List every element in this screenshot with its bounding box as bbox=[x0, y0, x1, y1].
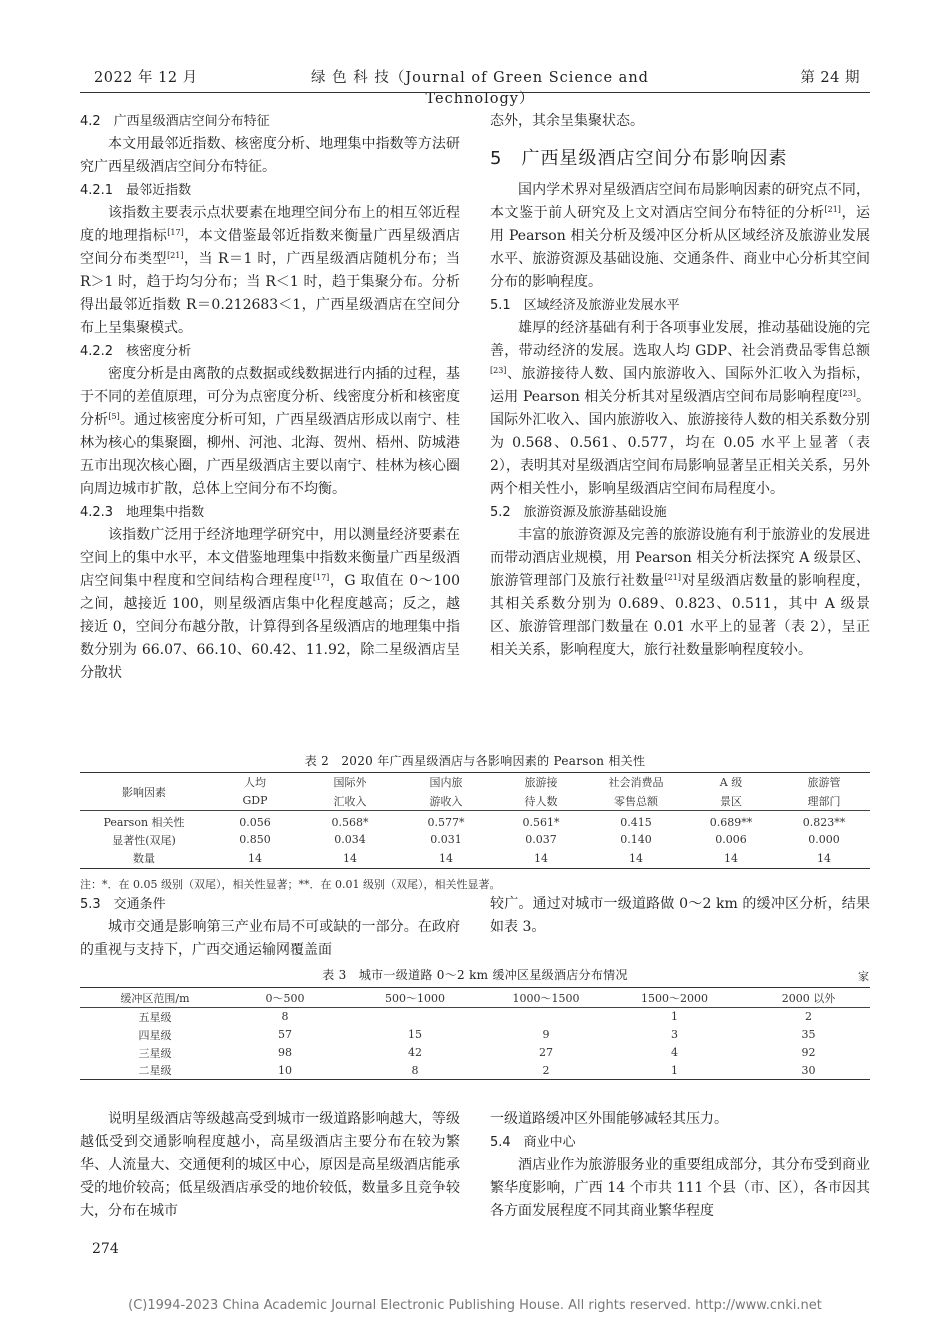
heading-5-4: 5.4 商业中心 bbox=[490, 1135, 576, 1150]
table3-row-label: 二星级 bbox=[138, 1064, 172, 1078]
table2-cell: 0.034 bbox=[334, 833, 366, 846]
table2-col-header: 社会消费品 bbox=[608, 776, 664, 790]
left-column-top bbox=[80, 110, 460, 685]
table3-cell: 35 bbox=[801, 1028, 816, 1041]
table2-col-header: 旅游接 bbox=[524, 776, 558, 790]
page-number: 274 bbox=[92, 1241, 119, 1257]
paragraph-4-2: 本文用最邻近指数、核密度分析、地理集中指数等方法研究广西星级酒店空间分布特征。 bbox=[80, 136, 460, 175]
table2-row-header: 影响因素 bbox=[80, 773, 208, 811]
table-row bbox=[80, 830, 870, 849]
paragraph-4-2-2: 密度分析是由离散的点数据或线数据进行内插的过程，基于不同的差值原理，可分为点密度分析、线密度分析和核密度分析[5]。通过核密度分析可知，广西星级酒店形成以南宁、桂林为核心的集聚圈，柳州、河池、北海、贺州、梧州、防城港五市出现次核心圈，广西星级酒店主要以南宁、桂林为核心圈向周边城市扩散，总体上空间分布不均衡。 bbox=[80, 366, 460, 497]
table3-cell: 8 bbox=[281, 1010, 289, 1024]
table2-row-label: 显著性(双尾) bbox=[112, 833, 176, 847]
table2-cell: 14 bbox=[439, 851, 453, 865]
header-rule bbox=[80, 92, 870, 93]
table2-cell: 0.031 bbox=[430, 833, 462, 846]
paragraph-4-2-3: 该指数广泛用于经济地理学研究中，用以测量经济要素在空间上的集中水平，本文借鉴地理集中指数来衡量广西星级酒店空间集中程度和空间结构合理程度[17]，G 取值在 0～100 之间，越接近 100，则星级酒店集中化程度越高；反之，越接近 0，空间分布越分散，计算得到各星级酒店的地理集中指数分别为 66.07、66.10、60.42、11.92，除二星级酒店呈分散状 bbox=[80, 527, 460, 681]
table2-row-label: Pearson 相关性 bbox=[103, 816, 185, 829]
table3 bbox=[80, 987, 870, 1080]
table3-row-label: 四星级 bbox=[138, 1028, 172, 1042]
table3-cell: 98 bbox=[278, 1046, 292, 1059]
table2-cell: 14 bbox=[248, 851, 262, 865]
table3-cell bbox=[340, 1008, 490, 1026]
table3-cell: 3 bbox=[671, 1028, 678, 1041]
table2-col-header: 国际外 bbox=[333, 776, 367, 790]
table3-col-header: 500～1000 bbox=[340, 988, 490, 1008]
table2-caption: 表 2 2020 年广西星级酒店与各影响因素的 Pearson 相关性 bbox=[304, 754, 646, 768]
table2-cell: 14 bbox=[343, 851, 357, 865]
table3-caption: 表 3 城市一级道路 0～2 km 缓冲区星级酒店分布情况 bbox=[322, 968, 628, 982]
table2-cell: 0.140 bbox=[620, 833, 652, 846]
paragraph-5-3: 城市交通是影响第三产业布局不可或缺的一部分。在政府的重视与支持下，广西交通运输网覆盖面 bbox=[80, 919, 460, 958]
table2-cell: 0.415 bbox=[620, 815, 652, 829]
table3-cell: 15 bbox=[408, 1028, 422, 1041]
table3-cell: 10 bbox=[278, 1063, 292, 1077]
table3-row-label: 三星级 bbox=[138, 1046, 172, 1060]
heading-4-2: 4.2 广西星级酒店空间分布特征 bbox=[80, 114, 270, 129]
heading-4-2-3: 4.2.3 地理集中指数 bbox=[80, 505, 205, 520]
heading-5-2: 5.2 旅游资源及旅游基础设施 bbox=[490, 505, 667, 520]
table3-col-header: 1500～2000 bbox=[602, 988, 747, 1008]
paragraph-5-3-cont: 较广。通过对城市一级道路做 0～2 km 的缓冲区分析，结果如表 3。 bbox=[490, 896, 870, 935]
paragraph-5-2: 丰富的旅游资源及完善的旅游设施有利于旅游业的发展进而带动酒店业规模，用 Pearson 相关分析法探究 A 级景区、旅游管理部门及旅行社数量[21]对星级酒店数量的影响程度，其相关系数分别为 0.689、0.823、0.511，其中 A 级景区、旅游管理部门数量在 0.01 水平上的显著（表 2），呈正相关关系，影响程度大，旅行社数量影响程度较小。 bbox=[490, 527, 871, 658]
paragraph-5-4: 酒店业作为旅游服务业的重要组成部分，其分布受到商业繁华度影响，广西 14 个市共 111 个县（市、区），各市因其各方面发展程度不同其商业繁华程度 bbox=[490, 1157, 870, 1219]
heading-5-1: 5.1 区域经济及旅游业发展水平 bbox=[490, 298, 680, 313]
copyright-footer: (C)1994-2023 China Academic Journal Electronic Publishing House. All rights reserved. http://www.cnki.net bbox=[128, 1298, 822, 1313]
table2-col-header: 理部门 bbox=[778, 792, 870, 811]
table-row bbox=[80, 1044, 870, 1062]
table3-col-header: 缓冲区范围/m bbox=[80, 988, 230, 1008]
table2-cell: 0.006 bbox=[715, 833, 747, 846]
table2-cell: 0.000 bbox=[808, 833, 840, 846]
table2-cell: 0.056 bbox=[239, 815, 271, 829]
table-row bbox=[80, 1062, 870, 1080]
paragraph-5-3-conclusion-cont: 一级道路缓冲区外围能够减轻其压力。 bbox=[490, 1111, 728, 1127]
citation-21c: [21] bbox=[664, 573, 681, 582]
table2-cell: 0.561* bbox=[522, 815, 560, 829]
table2-cell: 0.568* bbox=[331, 815, 369, 829]
table2-cell: 14 bbox=[817, 851, 831, 865]
citation-21b: [21] bbox=[824, 205, 841, 214]
paragraph-5-3-conclusion: 说明星级酒店等级越高受到城市一级道路影响越大，等级越低受到交通影响程度越小，高星级酒店主要分布在较为繁华、人流量大、交通便利的城区中心，原因是高星级酒店能承受的地价较高；低星级酒店承受的地价较低，数量多且竞争较大，分布在城市 bbox=[80, 1111, 460, 1219]
right-column-bottom bbox=[490, 1108, 870, 1223]
table2-col-header: 国内旅 bbox=[429, 776, 463, 790]
table-row bbox=[80, 811, 870, 831]
left-column-bottom bbox=[80, 1108, 460, 1223]
paragraph-4-2-1: 该指数主要表示点状要素在地理空间分布上的相互邻近程度的地理指标[17]，本文借鉴最邻近指数来衡量广西星级酒店空间分布类型[21]，当 R＝1 时，广西星级酒店随机分布；当 R＞1 时，趋于均匀分布；当 R＜1 时，趋于集聚分布。分析得出最邻近指数 R＝0.212683＜1，广西星级酒店在空间分布上呈集聚模式。 bbox=[80, 205, 461, 336]
left-column-5-3 bbox=[80, 893, 460, 962]
table2-col-header: A 级 bbox=[719, 776, 743, 790]
table3-unit: 家 bbox=[858, 970, 869, 983]
table3-cell: 30 bbox=[801, 1063, 816, 1077]
table2-cell: 14 bbox=[724, 851, 738, 865]
paragraph-5: 国内学术界对星级酒店空间布局影响因素的研究点不同，本文鉴于前人研究及上文对酒店空间分布特征的分析[21]，运用 Pearson 相关分析及缓冲区分析从区域经济及旅游业发展水平、旅游资源及基础设施、交通条件、商业中心分析其空间分布的影响程度。 bbox=[490, 182, 871, 290]
table2-cell: 0.689** bbox=[709, 815, 753, 829]
table2-col-header: 待人数 bbox=[494, 792, 588, 811]
table3-cell: 4 bbox=[671, 1046, 678, 1059]
table3-cell: 2 bbox=[542, 1063, 550, 1077]
table-row bbox=[80, 1008, 870, 1026]
table2-col-header: 游收入 bbox=[398, 792, 494, 811]
table2-col-header: 汇收入 bbox=[302, 792, 398, 811]
table2-cell: 0.823** bbox=[802, 815, 846, 829]
header-date: 2022 年 12 月 bbox=[94, 70, 198, 86]
table2 bbox=[80, 772, 870, 869]
table-row bbox=[80, 1026, 870, 1044]
table2-cell: 0.850 bbox=[239, 833, 271, 846]
citation-23: [23] bbox=[490, 366, 507, 375]
table3-col-header: 1000～1500 bbox=[490, 988, 602, 1008]
table2-col-header: 旅游管 bbox=[807, 776, 841, 790]
table3-row-label: 五星级 bbox=[138, 1010, 172, 1024]
table2-row-label: 数量 bbox=[133, 852, 155, 866]
heading-5: 5 广西星级酒店空间分布影响因素 bbox=[490, 148, 788, 169]
table2-col-header: 人均 bbox=[244, 776, 266, 790]
citation-17b: [17] bbox=[312, 573, 330, 582]
table2-col-header: 零售总额 bbox=[588, 792, 684, 811]
table2-col-header: GDP bbox=[208, 792, 302, 811]
table3-col-header: 0～500 bbox=[230, 988, 340, 1008]
table2-cell: 0.577* bbox=[427, 815, 465, 829]
table2-cell: 0.037 bbox=[525, 833, 557, 846]
right-column-5-3 bbox=[490, 893, 870, 939]
table3-cell: 42 bbox=[408, 1046, 422, 1059]
header-journal-title: 绿 色 科 技（Journal of Green Science and Technology） bbox=[311, 70, 649, 107]
heading-5-3: 5.3 交通条件 bbox=[80, 897, 166, 912]
table-row bbox=[80, 849, 870, 868]
paragraph-continuation: 态外，其余呈集聚状态。 bbox=[490, 113, 644, 129]
table2-cell: 14 bbox=[629, 851, 643, 865]
heading-4-2-2: 4.2.2 核密度分析 bbox=[80, 344, 192, 359]
table3-cell: 27 bbox=[539, 1046, 553, 1059]
table2-col-header: 景区 bbox=[684, 792, 778, 811]
citation-5: [5] bbox=[108, 412, 120, 421]
citation-23b: [23] bbox=[839, 389, 856, 398]
right-column-top bbox=[490, 110, 870, 662]
table2-cell: 14 bbox=[534, 851, 548, 865]
table3-cell: 92 bbox=[801, 1046, 816, 1059]
table3-cell bbox=[490, 1008, 602, 1026]
table3-col-header: 2000 以外 bbox=[747, 988, 870, 1008]
paragraph-5-1: 雄厚的经济基础有利于各项事业发展，推动基础设施的完善，带动经济的发展。选取人均 GDP、社会消费品零售总额[23]、旅游接待人数、国内旅游收入、国际外汇收入为指标，运用 Pearson 相关分析其对星级酒店空间布局影响程度[23]。国际外汇收入、国内旅游收入、旅游接待人数的相关系数分别为 0.568、0.561、0.577，均在 0.05 水平上显著（表 2），表明其对星级酒店空间布局影响显著呈正相关关系，另外两个相关性小，影响星级酒店空间布局程度小。 bbox=[490, 320, 870, 497]
table3-cell: 1 bbox=[671, 1063, 678, 1077]
table3-cell: 57 bbox=[278, 1028, 292, 1041]
table3-cell: 8 bbox=[411, 1063, 419, 1077]
table3-cell: 2 bbox=[805, 1010, 812, 1024]
header-issue: 第 24 期 bbox=[800, 70, 860, 86]
citation-21: [21] bbox=[167, 251, 184, 260]
table3-cell: 9 bbox=[542, 1028, 550, 1041]
heading-4-2-1: 4.2.1 最邻近指数 bbox=[80, 183, 192, 198]
table2-note: 注：*．在 0.05 级别（双尾），相关性显著；**．在 0.01 级别（双尾），相关性显著。 bbox=[80, 878, 501, 891]
citation-17: [17] bbox=[167, 228, 184, 237]
table3-cell: 1 bbox=[671, 1010, 678, 1024]
